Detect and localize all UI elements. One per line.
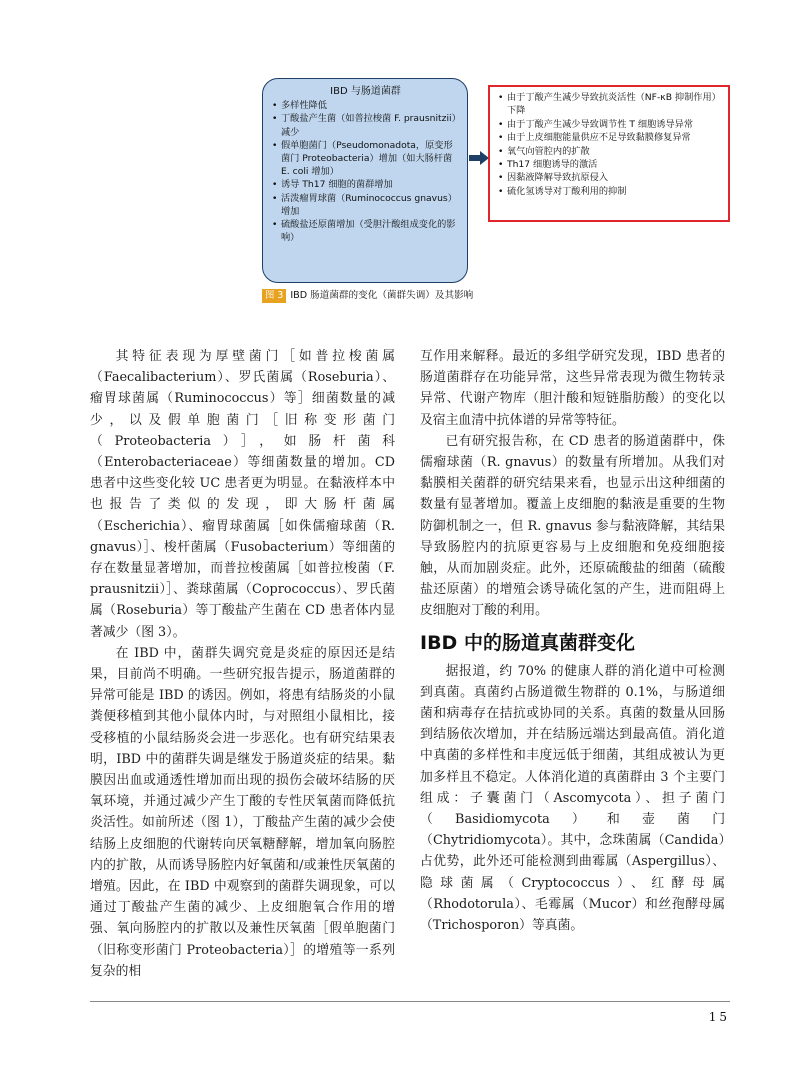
arrow-right-icon bbox=[469, 151, 489, 165]
page-number: 15 bbox=[708, 1010, 730, 1024]
body-paragraph: 已有研究报告称，在 CD 患者的肠道菌群中，侏儒瘤球菌（R. gnavus）的数量有所增加。从我们对黏膜相关菌群的研究结果来看，也显示出这种细菌的数量有显著增加。覆盖上皮细胞的黏液是重要的生物防御机制之一，但 R. gnavus 参与黏液降解，其结果导致肠腔内的抗原更容易与上皮细胞和免疫细胞接触，从而加剧炎症。此外，还原硫酸盐的细菌（硫酸盐还原菌）的增殖会诱导硫化氢的产生，进而阻碍上皮细胞对丁酸的利用。 bbox=[420, 433, 725, 619]
body-paragraph: 据报道，约 70% 的健康人群的消化道中可检测到真菌。真菌约占肠道微生物群的 0.1%，与肠道细菌和病毒存在拮抗或协同的关系。真菌的数量从回肠到结肠依次增加，并在结肠远端达到最高值。消化道中真菌的多样性和丰度远低于细菌，其组成被认为更加多样且不稳定。人体消化道的真菌群由 3 个主要门组成：子囊菌门（Ascomycota）、担子菌门（Basidiomycota）和壶菌门（Chytridiomycota）。其中，念珠菌属（Candida）占优势，此外还可能检测到曲霉属（Aspergillus）、隐球菌属（Cryptococcus）、红酵母属（Rhodotorula）、毛霉属（Mucor）和丝孢酵母属（Trichosporon）等真菌。 bbox=[420, 663, 725, 934]
figure-left-item: • 多样性降低 bbox=[272, 99, 459, 112]
figure-right-item: • 硫化氢诱导对丁酸利用的抑制 bbox=[498, 185, 722, 198]
figure-left-list bbox=[272, 99, 459, 244]
figure-left-title: IBD 与肠道菌群 bbox=[330, 86, 401, 97]
figure-left-box bbox=[262, 78, 468, 283]
figure-number-label: 图 3 bbox=[262, 289, 286, 303]
figure-right-item: • 因黏液降解导致抗原侵入 bbox=[498, 171, 722, 184]
body-paragraph: 其特征表现为厚壁菌门［如普拉梭菌属（Faecalibacterium）、罗氏菌属（Roseburia）、瘤胃球菌属（Ruminococcus）等］细菌数量的减少，以及假单胞菌门［旧称变形菌门（Proteobacteria）］，如肠杆菌科（Enterobacteriaceae）等细菌数量的增加。CD 患者中这些变化较 UC 患者更为明显。在黏液样本中也报告了类似的发现，即大肠杆菌属（Escherichia）、瘤胃球菌属［如侏儒瘤球菌（R. gnavus）］、梭杆菌属（Fusobacterium）等细菌的存在数量显著增加，而普拉梭菌属［如普拉梭菌（F. prausnitzii）］、粪球菌属（Coprococcus）、罗氏菌属（Roseburia）等丁酸盐产生菌在 CD 患者体内显著减少（图 3）。 bbox=[90, 349, 395, 640]
figure-right-item: • 由于丁酸产生减少导致调节性 T 细胞诱导异常 bbox=[498, 118, 722, 131]
figure-left-item: • 丁酸盐产生菌（如普拉梭菌 F. prausnitzii）减少 bbox=[272, 112, 459, 138]
figure-left-item: • 活泼瘤胃球菌（Ruminococcus gnavus）增加 bbox=[272, 192, 459, 218]
figure-caption-text: IBD 肠道菌群的变化（菌群失调）及其影响 bbox=[290, 290, 474, 301]
figure-right-item: • 氧气向管腔内的扩散 bbox=[498, 145, 722, 158]
figure-left-item: • 假单胞菌门（Pseudomonadota，原变形菌门 Proteobacteria）增加（如大肠杆菌 E. coli 增加） bbox=[272, 139, 459, 179]
figure-right-box bbox=[488, 85, 730, 222]
figure-left-item: • 硫酸盐还原菌增加（受胆汁酸组成变化的影响） bbox=[272, 218, 459, 244]
figure-right-item: • Th17 细胞诱导的激活 bbox=[498, 158, 722, 171]
footer-divider bbox=[90, 1001, 730, 1002]
left-column bbox=[90, 346, 395, 982]
figure-right-item: • 由于上皮细胞能量供应不足导致黏膜修复异常 bbox=[498, 131, 722, 144]
figure-left-item: • 诱导 Th17 细胞的菌群增加 bbox=[272, 178, 459, 191]
figure-right-list bbox=[498, 91, 722, 198]
section-heading: IBD 中的肠道真菌群变化 bbox=[420, 631, 635, 654]
body-paragraph-continued: 互作用来解释。最近的多组学研究发现，IBD 患者的肠道菌群存在功能异常，这些异常表现为微生物转录异常、代谢产物库（胆汁酸和短链脂肪酸）的变化以及宿主血清中抗体谱的异常等特征。 bbox=[420, 349, 725, 428]
figure-right-item: • 由于丁酸产生减少导致抗炎活性（NF-κB 抑制作用）下降 bbox=[498, 91, 722, 118]
right-column bbox=[420, 346, 725, 936]
body-paragraph: 在 IBD 中，菌群失调究竟是炎症的原因还是结果，目前尚不明确。一些研究报告提示，肠道菌群的异常可能是 IBD 的诱因。例如，将患有结肠炎的小鼠粪便移植到其他小鼠体内时，与对照组小鼠相比，接受移植的小鼠结肠炎会进一步恶化。也有研究结果表明，IBD 中的菌群失调是继发于肠道炎症的结果。黏膜因出血或通透性增加而出现的损伤会破坏结肠的厌氧环境，并通过减少产生丁酸的专性厌氧菌而降低抗炎活性。如前所述（图 1），丁酸盐产生菌的减少会使结肠上皮细胞的代谢转向厌氧糖酵解，增加氧向肠腔内的扩散，从而诱导肠腔内好氧菌和/或兼性厌氧菌的增殖。因此，在 IBD 中观察到的菌群失调现象，可以通过丁酸盐产生菌的减少、上皮细胞氧合作用的增强、氧向肠腔内的扩散以及兼性厌氧菌［假单胞菌门（旧称变形菌门 Proteobacteria）］的增殖等一系列复杂的相 bbox=[90, 645, 395, 979]
figure-caption bbox=[262, 289, 473, 303]
